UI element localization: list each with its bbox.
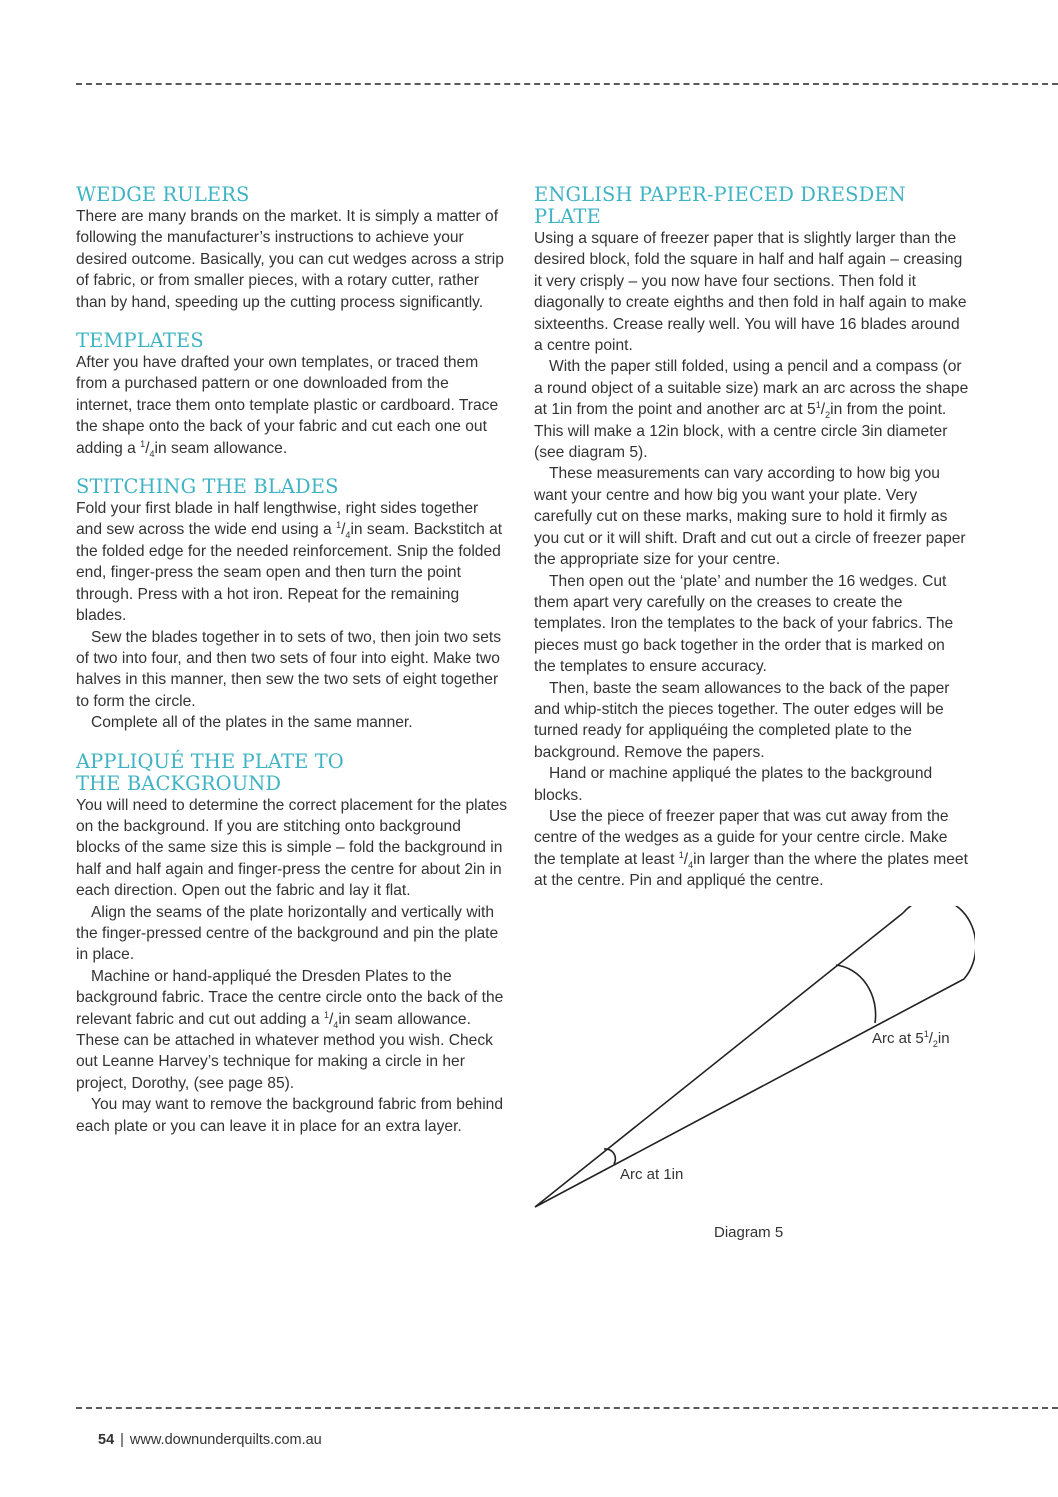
paragraph: You will need to determine the correct placement for the plates on the background. If you are stitching onto background blocks of the same size this is simple – fold the background in half and half again and finger-press the centre for about 2in in each direction. Open out the fabric and lay it flat. <box>76 796 508 900</box>
paragraph: Using a square of freezer paper that is slightly larger than the desired block, fold the square in half and half again – creasing it very crisply – you now have four sections. Then fold it diagonally to create eighths and then fold in half again to make sixteenths. Crease really well. You will have 16 blades around a centre point. <box>534 230 967 355</box>
paragraph: Fold your first blade in half lengthwise, right sides together and sew across the wide end using a $^1/_4in$ seam. Backstitch at the folded edge for the needed reinforcement. Snip the folded end, finger-press the seam open and then turn the point through. Press with a hot iron. Repeat for the remaining blades. <box>76 500 503 625</box>
paragraph: After you have drafted your own templates, or traced them from a purchased pattern or one downloaded from the internet, trace them onto template plastic or cardboard. Trace the shape onto the back of your fabric and cut each one out adding a $^1/_4in$ seam allowance. <box>76 354 499 459</box>
diagram-caption: Diagram 5 <box>714 1224 784 1241</box>
paragraph: Machine or hand-appliqué the Dresden Plates to the background fabric. Trace the centre circle onto the back of the relevant fabric and cut out adding a $^1/_4in$ seam allowance. These can be attached in whatever method you wish. Check out Leanne Harvey’s technique for making a circle in her project, Dorothy, (see page 85). <box>76 967 504 1092</box>
section-templates <box>76 330 508 459</box>
footer-url[interactable]: www.downunderquilts.com.au <box>129 1432 322 1448</box>
wedge-lower-edge <box>535 979 964 1207</box>
section-english-paper-pieced <box>534 184 970 892</box>
page-number: 54 <box>98 1432 115 1448</box>
wedge-outer-arc <box>903 906 975 979</box>
bottom-dashed-rule <box>76 1407 1058 1409</box>
paragraph: Then, baste the seam allowances to the back of the paper and whip-stitch the pieces together. The outer edges will be turned ready for appliquéing the completed plate to the background. Remove the papers. <box>534 679 950 761</box>
section-stitching-blades <box>76 476 508 733</box>
heading-stitching-blades: STITCHING THE BLADES <box>76 475 339 499</box>
paragraph: These measurements can vary according to how big you want your centre and how big you want your plate. Very carefully cut on these marks, making sure to hold it firmly as you cut or it will shift. Draft and cut out a circle of freezer paper the appropriate size for your centre. <box>534 465 966 569</box>
left-column <box>76 184 508 1154</box>
paragraph: Align the seams of the plate horizontally and vertically with the finger-pressed centre of the background and pin the plate in place. <box>76 903 499 964</box>
wedge-diagram-svg <box>530 906 975 1216</box>
paragraph: Use the piece of freezer paper that was cut away from the centre of the wedges as a guide for your centre circle. Make the template at least $^1/_4in$ larger than the where the plates meet at the centre. Pin and appliqué the centre. <box>534 807 968 890</box>
paragraph: Then open out the ‘plate’ and number the 16 wedges. Cut them apart very carefully on the creases to create the templates. Iron the templates to the back of your fabrics. The pieces must go back together in the order that is marked on the templates to ensure accuracy. <box>534 572 954 676</box>
footer-separator: | <box>120 1432 124 1448</box>
page-footer <box>98 1432 322 1448</box>
label-arc-inner: Arc at 1in <box>620 1166 684 1183</box>
heading-applique-plate: APPLIQUÉ THE PLATE TO THE BACKGROUND <box>76 749 344 795</box>
wedge-diagram <box>530 906 975 1216</box>
wedge-upper-edge <box>535 913 903 1207</box>
section-applique-plate <box>76 751 508 1138</box>
label-arc-outer: Arc at $5^1/_2in$ <box>872 1029 950 1049</box>
right-column <box>534 184 970 909</box>
top-dashed-rule <box>76 83 1058 85</box>
paragraph: With the paper still folded, using a pencil and a compass (or a round object of a suitable size) mark an arc across the shape at 1in from the point and another arc at $5^1/_2in$ from the point. This will make a 12in block, with a centre circle 3in diameter (see diagram 5). <box>534 358 969 462</box>
paragraph: Hand or machine appliqué the plates to the background blocks. <box>534 765 933 804</box>
paragraph: Complete all of the plates in the same manner. <box>91 714 413 732</box>
section-wedge-rulers <box>76 184 508 313</box>
heading-english-paper-pieced: ENGLISH PAPER-PIECED DRESDEN PLATE <box>534 183 906 228</box>
heading-wedge-rulers: WEDGE RULERS <box>76 183 250 206</box>
paragraph: There are many brands on the market. It is simply a matter of following the manufacturer’s instructions to achieve your desired outcome. Basically, you can cut wedges across a strip of fabric, or from smaller pieces, with a rotary cutter, rather than by hand, speeding up the cutting process significantly. <box>76 208 504 311</box>
arc-5-half-in <box>836 965 876 1023</box>
paragraph: Sew the blades together in to sets of two, then join two sets of two into four, and then two sets of four into eight. Make two halves in this manner, then sew the two sets of eight together to form the circle. <box>76 628 502 710</box>
paragraph: You may want to remove the background fabric from behind each plate or you can leave it in place for an extra layer. <box>76 1096 504 1135</box>
heading-templates: TEMPLATES <box>76 329 204 353</box>
